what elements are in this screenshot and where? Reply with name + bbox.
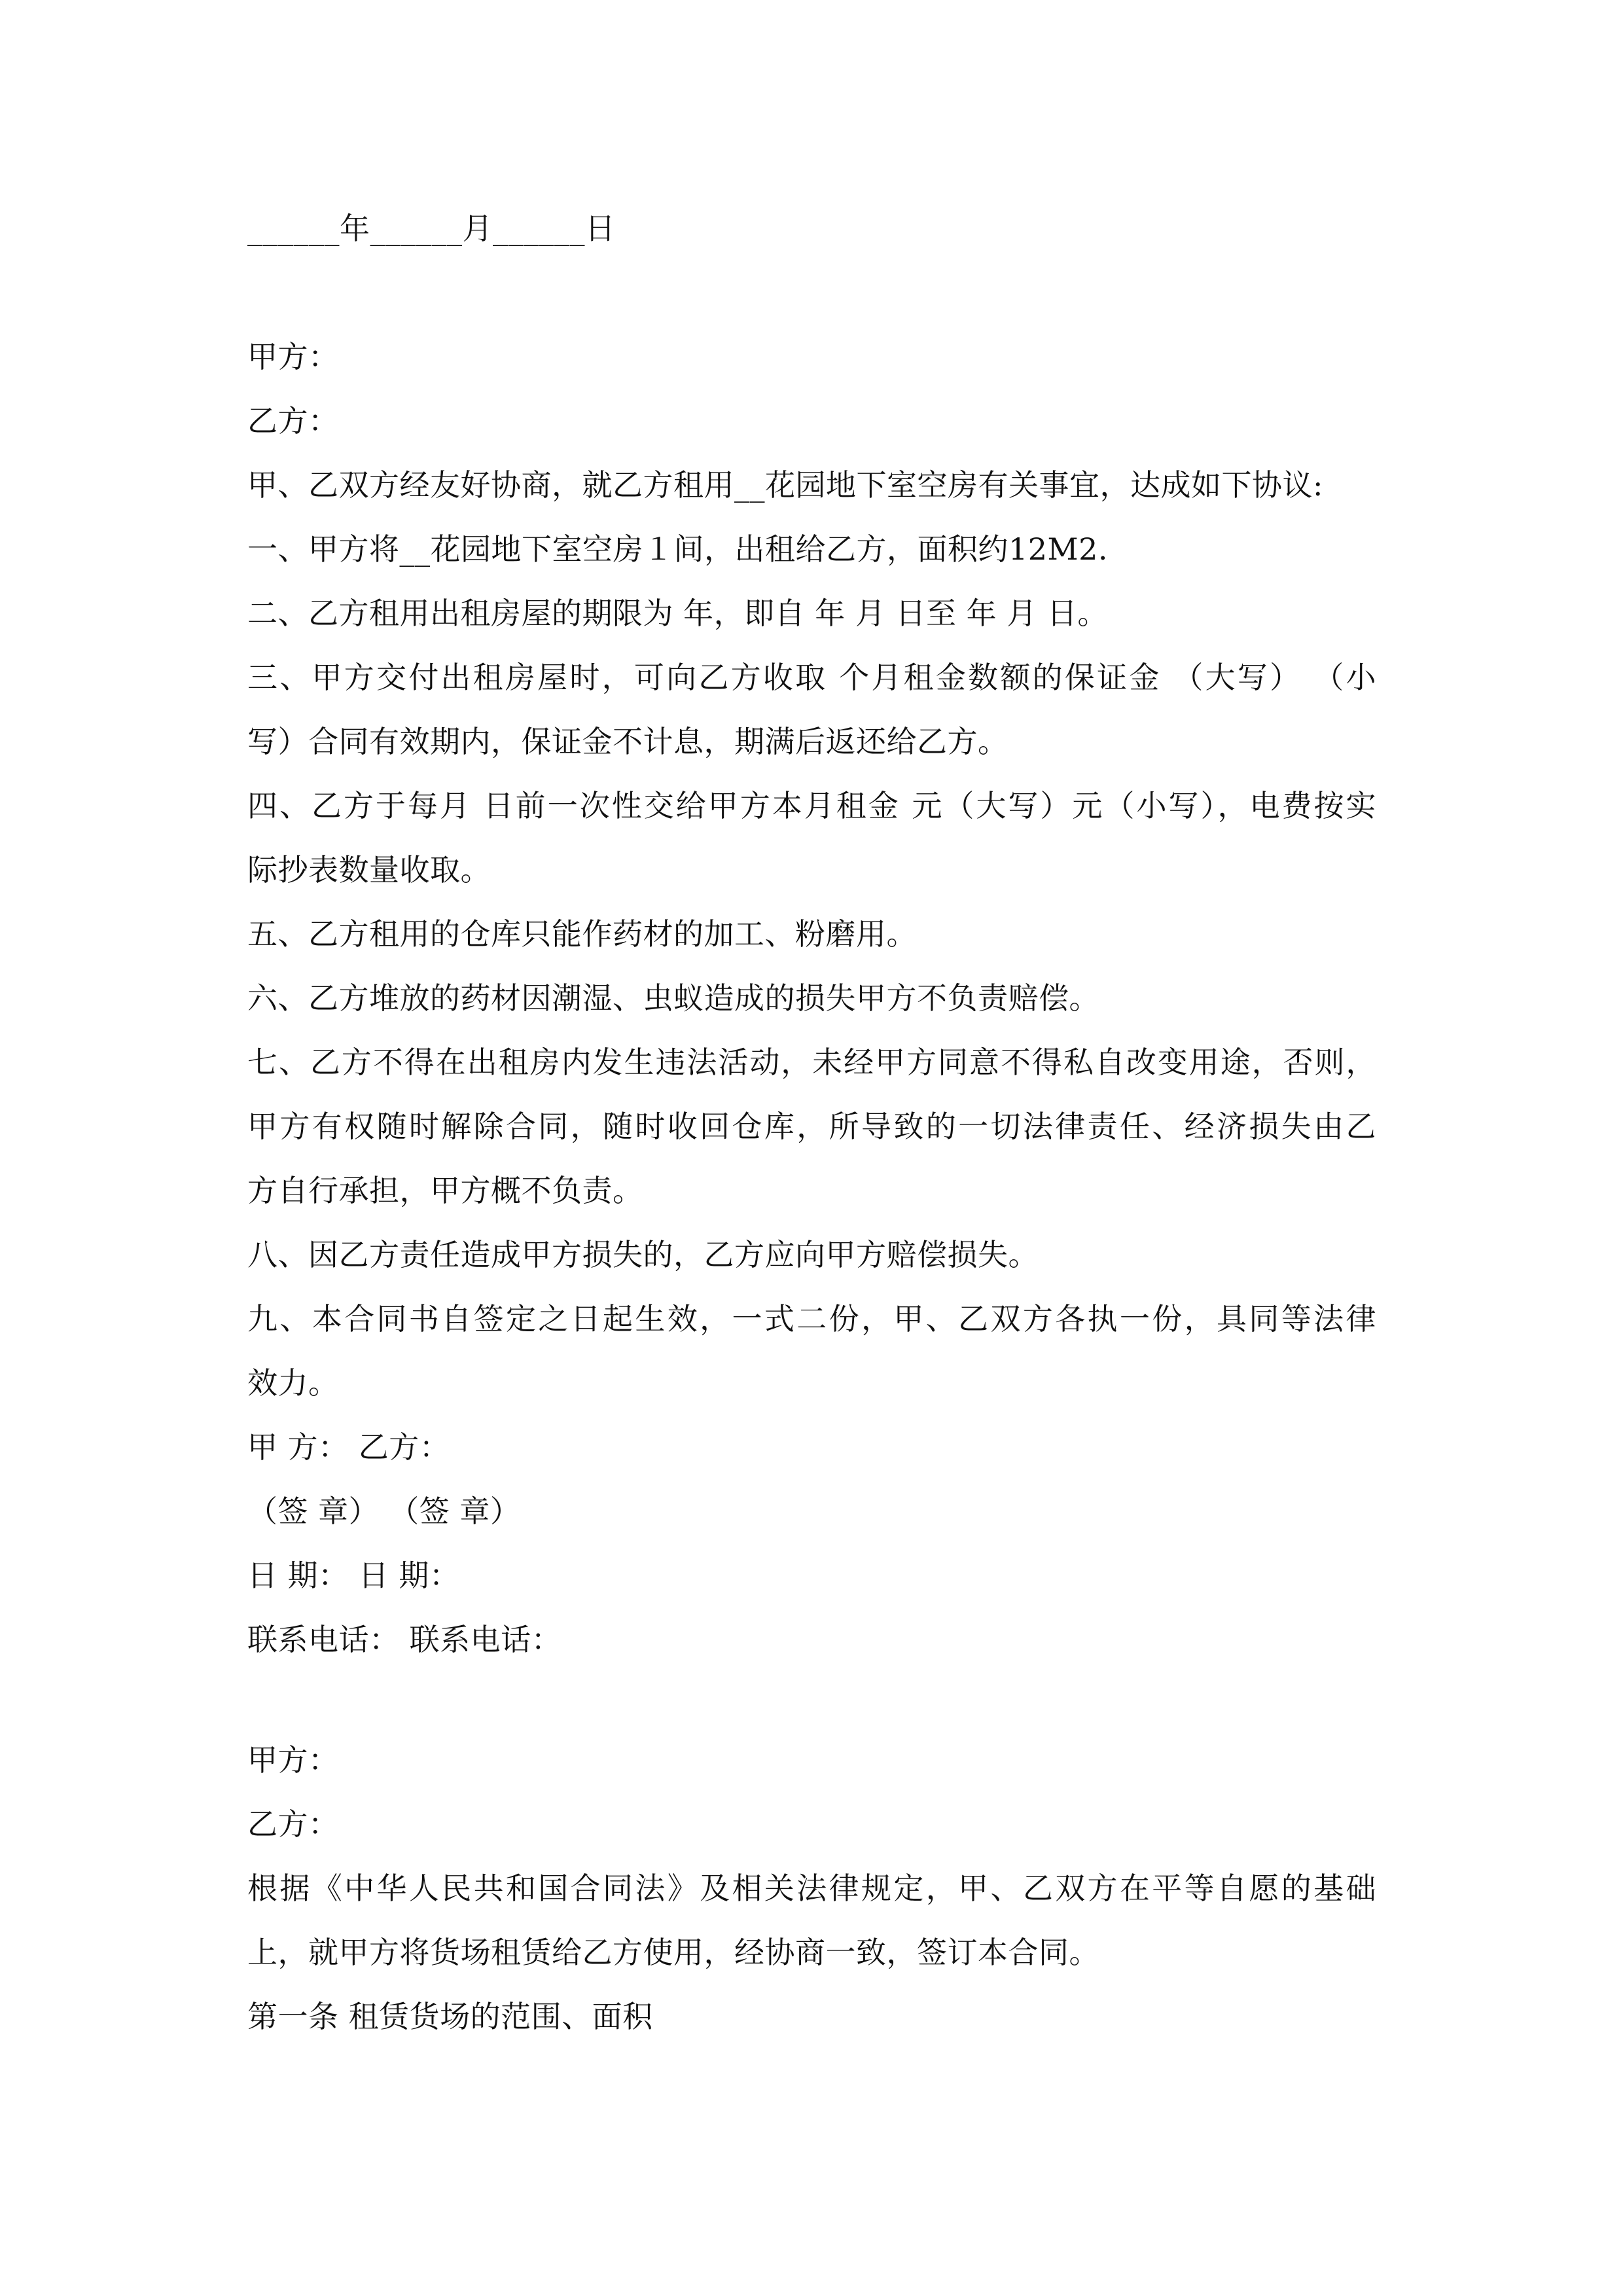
clause-7-line-1: 七、乙方不得在出租房内发生违法活动，未经甲方同意不得私自改变用途，否则， xyxy=(247,1045,1376,1080)
clause-9-line-2: 效力。 xyxy=(247,1365,339,1401)
contract-section-1 xyxy=(247,325,1376,1672)
clause-2: 二、乙方租用出租房屋的期限为 年，即自 年 月 日至 年 月 日。 xyxy=(247,596,1108,631)
intro-paragraph: 甲、乙双方经友好协商，就乙方租用__花园地下室空房有关事宜，达成如下协议: xyxy=(247,467,1323,503)
clause-7-line-2: 甲方有权随时解除合同，随时收回仓库，所导致的一切法律责任、经济损失由乙 xyxy=(247,1109,1376,1144)
party-b-label: 乙方： xyxy=(247,403,339,439)
clause-9-line-1: 九、本合同书自签定之日起生效，一式二份，甲、乙双方各执一份，具同等法律 xyxy=(247,1301,1376,1336)
intro-2-line-2: 上，就甲方将货场租赁给乙方使用，经协商一致，签订本合同。 xyxy=(247,1935,1099,1970)
clause-8: 八、因乙方责任造成甲方损失的，乙方应向甲方赔偿损失。 xyxy=(247,1237,1039,1272)
signature-dates: 日 期： 日 期： xyxy=(247,1558,460,1593)
date-line: ______年______月______日 xyxy=(247,211,616,246)
clause-7-line-3: 方自行承担，甲方概不负责。 xyxy=(247,1173,643,1208)
signature-seals: （签 章） （签 章） xyxy=(247,1494,521,1529)
clause-6: 六、乙方堆放的药材因潮湿、虫蚁造成的损失甲方不负责赔偿。 xyxy=(247,980,1099,1016)
intro-2-line-1: 根据《中华人民共和国合同法》及相关法律规定，甲、乙双方在平等自愿的基础 xyxy=(247,1871,1376,1906)
party-a-label-2: 甲方： xyxy=(247,1742,339,1778)
clause-4-line-2: 际抄表数量收取。 xyxy=(247,852,491,888)
clause-4-line-1: 四、乙方于每月 日前一次性交给甲方本月租金 元（大写）元（小写），电费按实 xyxy=(247,788,1376,823)
signature-parties: 甲 方： 乙方： xyxy=(247,1429,450,1465)
contract-section-2 xyxy=(247,1728,1376,2049)
article-1-heading: 第一条 租赁货场的范围、面积 xyxy=(247,1999,653,2034)
party-a-label: 甲方： xyxy=(247,339,339,374)
clause-5: 五、乙方租用的仓库只能作药材的加工、粉磨用。 xyxy=(247,916,917,952)
party-b-label-2: 乙方： xyxy=(247,1806,339,1842)
signature-phones: 联系电话： 联系电话： xyxy=(247,1622,562,1657)
clause-3-line-2: 写）合同有效期内，保证金不计息，期满后返还给乙方。 xyxy=(247,724,1008,759)
clause-3-line-1: 三、甲方交付出租房屋时，可向乙方收取 个月租金数额的保证金 （大写） （小 xyxy=(247,660,1376,695)
clause-1: 一、甲方将__花园地下室空房１间，出租给乙方，面积约12M2. xyxy=(247,531,1109,567)
